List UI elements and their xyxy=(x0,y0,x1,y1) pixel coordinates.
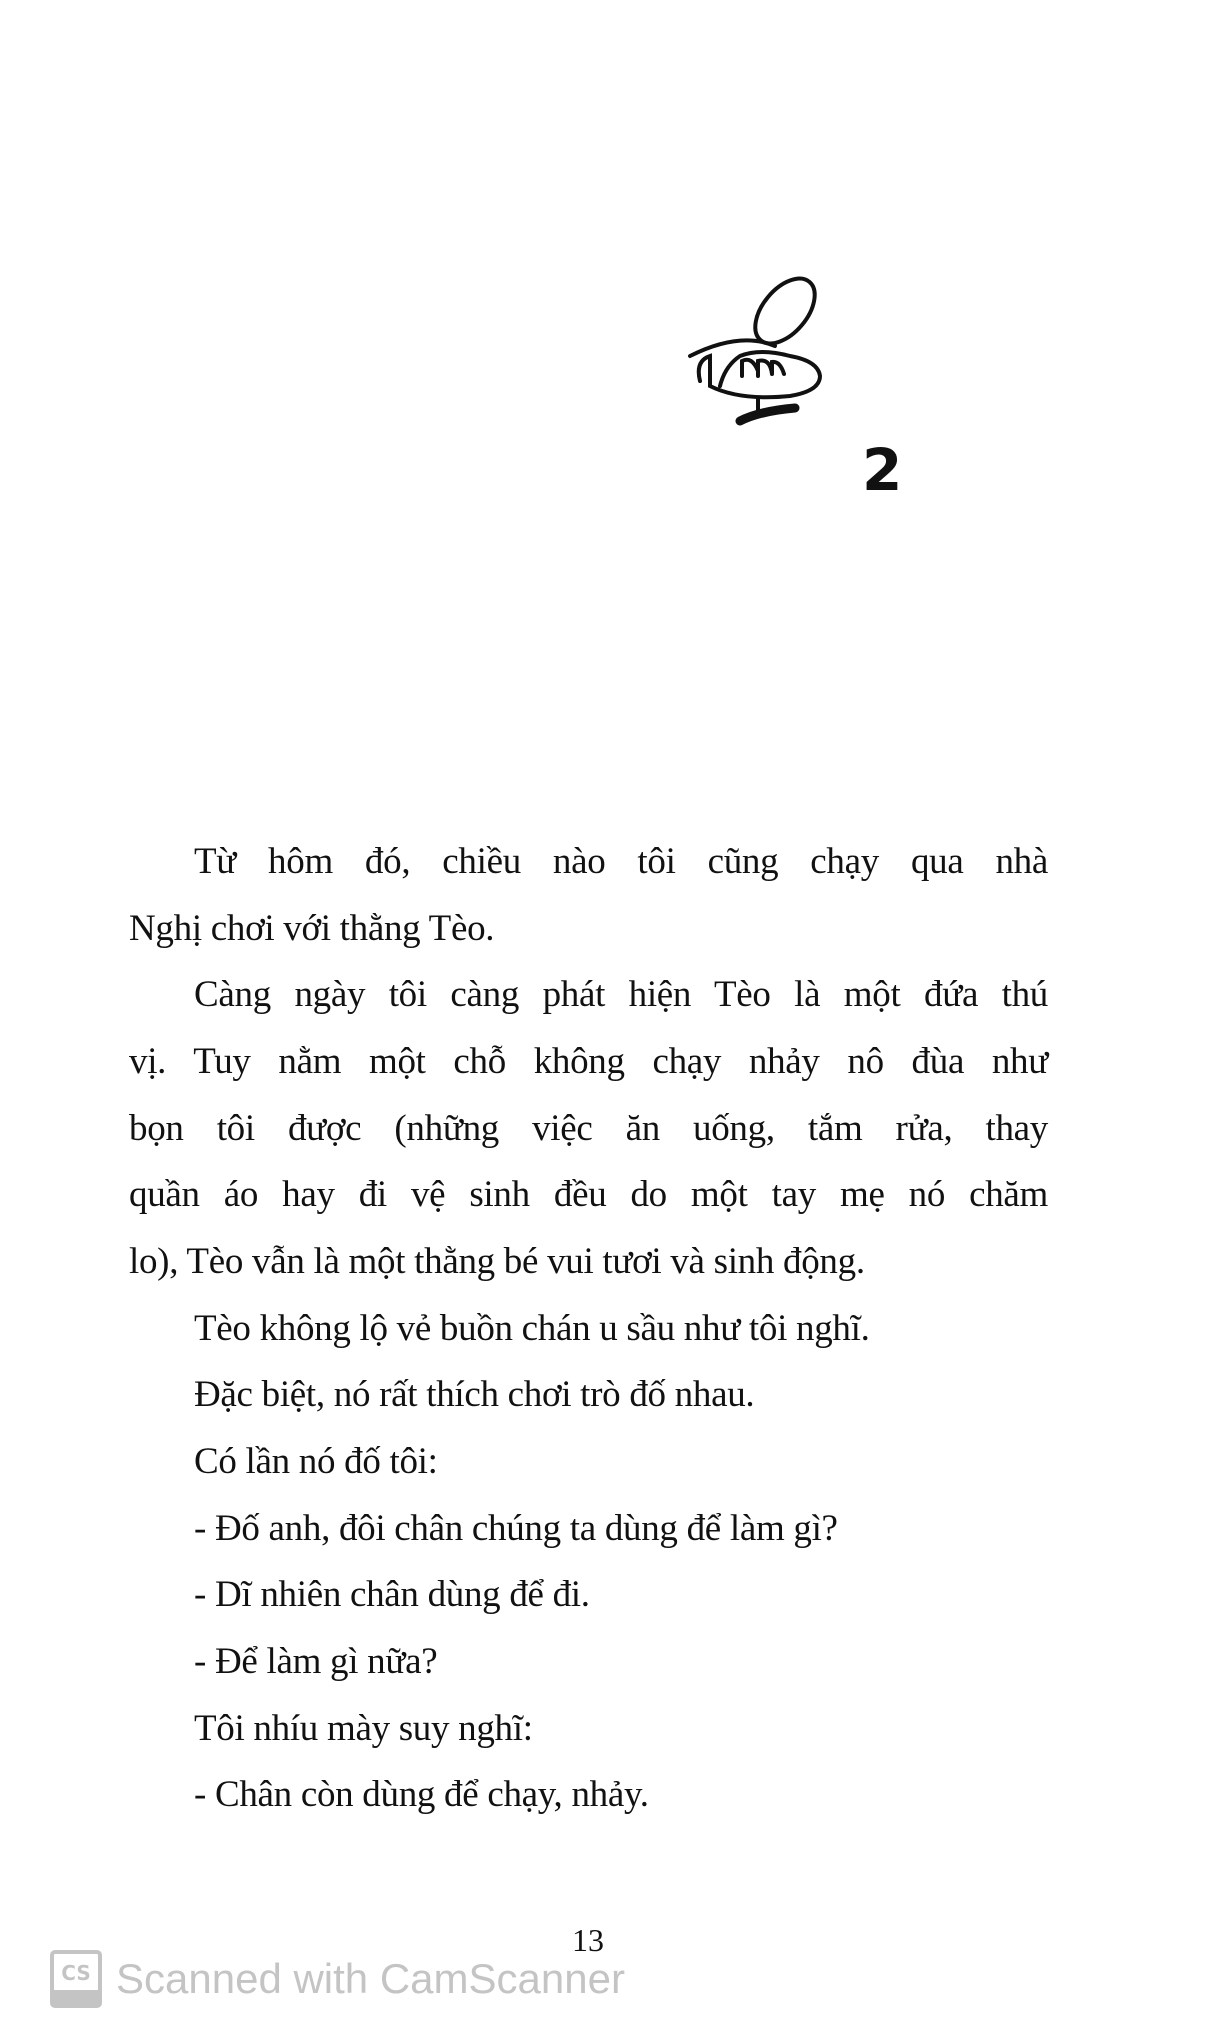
camscanner-watermark xyxy=(50,1950,625,2008)
text-line: Nghị chơi với thằng Tèo. xyxy=(129,908,495,949)
text-line: - Chân còn dùng để chạy, nhảy. xyxy=(194,1774,649,1815)
text-line: quần áo hay đi vệ sinh đều do một tay mẹ nó chăm xyxy=(129,1174,1048,1215)
text-line: Có lần nó đố tôi: xyxy=(194,1441,438,1482)
chapter-number: 2 xyxy=(862,436,903,504)
text-line: Tôi nhíu mày suy nghĩ: xyxy=(194,1708,533,1749)
text-line: lo), Tèo vẫn là một thằng bé vui tươi và sinh động. xyxy=(129,1241,865,1282)
text-line: - Dĩ nhiên chân dùng để đi. xyxy=(194,1574,590,1615)
text-line: Tèo không lộ vẻ buồn chán u sầu như tôi nghĩ. xyxy=(194,1308,870,1349)
text-line: Càng ngày tôi càng phát hiện Tèo là một đứa thú xyxy=(194,974,1048,1015)
text-line: bọn tôi được (những việc ăn uống, tắm rửa, thay xyxy=(129,1108,1048,1149)
text-line: Đặc biệt, nó rất thích chơi trò đố nhau. xyxy=(194,1374,755,1415)
page-number: 13 xyxy=(572,1922,604,1958)
watermark-text: Scanned with CamScanner xyxy=(116,1955,625,2002)
text-line: vị. Tuy nằm một chỗ không chạy nhảy nô đùa như xyxy=(129,1041,1048,1082)
text-line: - Đố anh, đôi chân chúng ta dùng để làm gì? xyxy=(194,1508,838,1549)
camscanner-logo-icon: CS xyxy=(50,1950,102,2008)
helicopter-illustration xyxy=(680,276,850,456)
text-line: Từ hôm đó, chiều nào tôi cũng chạy qua nhà xyxy=(194,841,1048,882)
text-line: - Để làm gì nữa? xyxy=(194,1641,438,1682)
